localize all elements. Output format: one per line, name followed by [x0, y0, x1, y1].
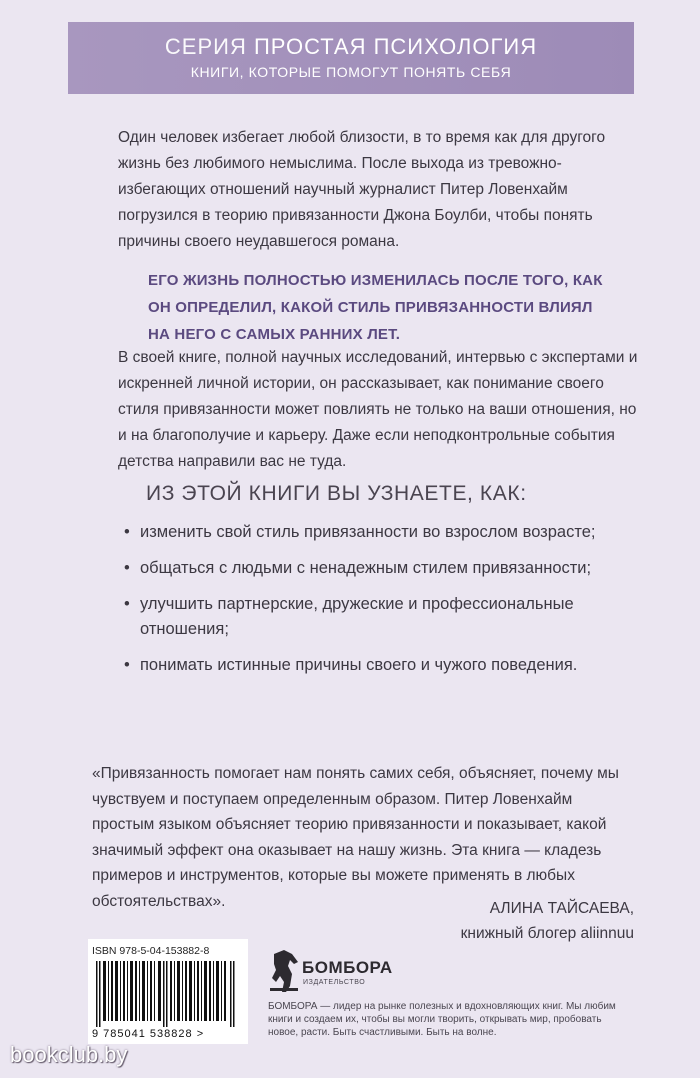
list-item-text: изменить свой стиль привязанности во взрослом возрасте;	[140, 523, 596, 541]
publisher-description: БОМБОРА — лидер на рынке полезных и вдохновляющих книг. Мы любим книги и создаем их, чтобы вы могли творить, открывать мир, пробовать новое, расти. Быть счастливыми. Быть на волне.	[268, 1001, 616, 1038]
series-word: СЕРИЯ	[164, 34, 247, 59]
isbn-text: ISBN 978-5-04-153882-8	[92, 945, 210, 957]
list-item	[122, 520, 622, 545]
publisher-name: БОМБОРА	[302, 958, 393, 977]
bullet-icon: •	[124, 656, 130, 674]
bullet-icon: •	[124, 523, 130, 541]
list-item	[122, 592, 622, 642]
watermark-text: bookclub.by	[10, 1042, 128, 1067]
review-quote: «Привязанность помогает нам понять самих себя, объясняет, почему мы чувствуем и поступаем определенным образом. Питер Ловенхайм простым языком объясняет теорию привязанности и показывает, какой значимый эффект она оказывает на нашу жизнь. Эта книга — кладезь примеров и инструментов, которые вы можете применять в любых обстоятельствах».	[92, 765, 619, 910]
intro-paragraph: Один человек избегает любой близости, в то время как для другого жизнь без любимого немыслима. После выхода из тревожно-избегающих отношений научный журналист Питер Ловенхайм погрузился в теорию привязанности Джона Боулби, чтобы понять причины своего неудавшегося романа.	[118, 129, 606, 250]
review-author	[461, 896, 634, 946]
list-item	[122, 653, 622, 678]
series-title	[68, 34, 634, 60]
list-item-text: общаться с людьми с ненадежным стилем привязанности;	[140, 559, 592, 577]
learn-section-title: ИЗ ЭТОЙ КНИГИ ВЫ УЗНАЕТЕ, КАК:	[146, 482, 527, 505]
list-item	[122, 556, 622, 581]
author-role: книжный блогер aliinnuu	[460, 925, 634, 942]
author-name: АЛИНА ТАЙСАЕВА,	[489, 900, 634, 917]
list-item-text: улучшить партнерские, дружеские и профессиональные отношения;	[140, 595, 574, 638]
bullet-icon: •	[124, 595, 130, 613]
list-item-text: понимать истинные причины своего и чужого поведения.	[140, 656, 578, 674]
highlight-quote: ЕГО ЖИЗНЬ ПОЛНОСТЬЮ ИЗМЕНИЛАСЬ ПОСЛЕ ТОГО, КАК ОН ОПРЕДЕЛИЛ, КАКОЙ СТИЛЬ ПРИВЯЗАННОСТИ ВЛИЯЛ НА НЕГО С САМЫХ РАННИХ ЛЕТ.	[148, 272, 603, 343]
series-banner	[68, 22, 634, 94]
bullet-icon: •	[124, 559, 130, 577]
series-name: ПРОСТАЯ ПСИХОЛОГИЯ	[253, 34, 538, 59]
bombora-horse-logo-icon	[268, 948, 302, 994]
publisher-subtitle: ИЗДАТЕЛЬСТВО	[303, 979, 366, 986]
barcode-digits: 9 785041 538828 >	[92, 1028, 205, 1040]
learn-list	[122, 520, 622, 689]
barcode-icon	[94, 961, 242, 1027]
series-tagline: КНИГИ, КОТОРЫЕ ПОМОГУТ ПОНЯТЬ СЕБЯ	[190, 64, 512, 80]
second-paragraph: В своей книге, полной научных исследований, интервью с экспертами и искренней личной истории, он рассказывает, как понимание своего стиля привязанности может повлиять не только на ваши отношения, но и на благополучие и карьеру. Даже если неподконтрольные события детства направили вас не туда.	[118, 349, 638, 470]
barcode-block	[88, 939, 248, 1044]
